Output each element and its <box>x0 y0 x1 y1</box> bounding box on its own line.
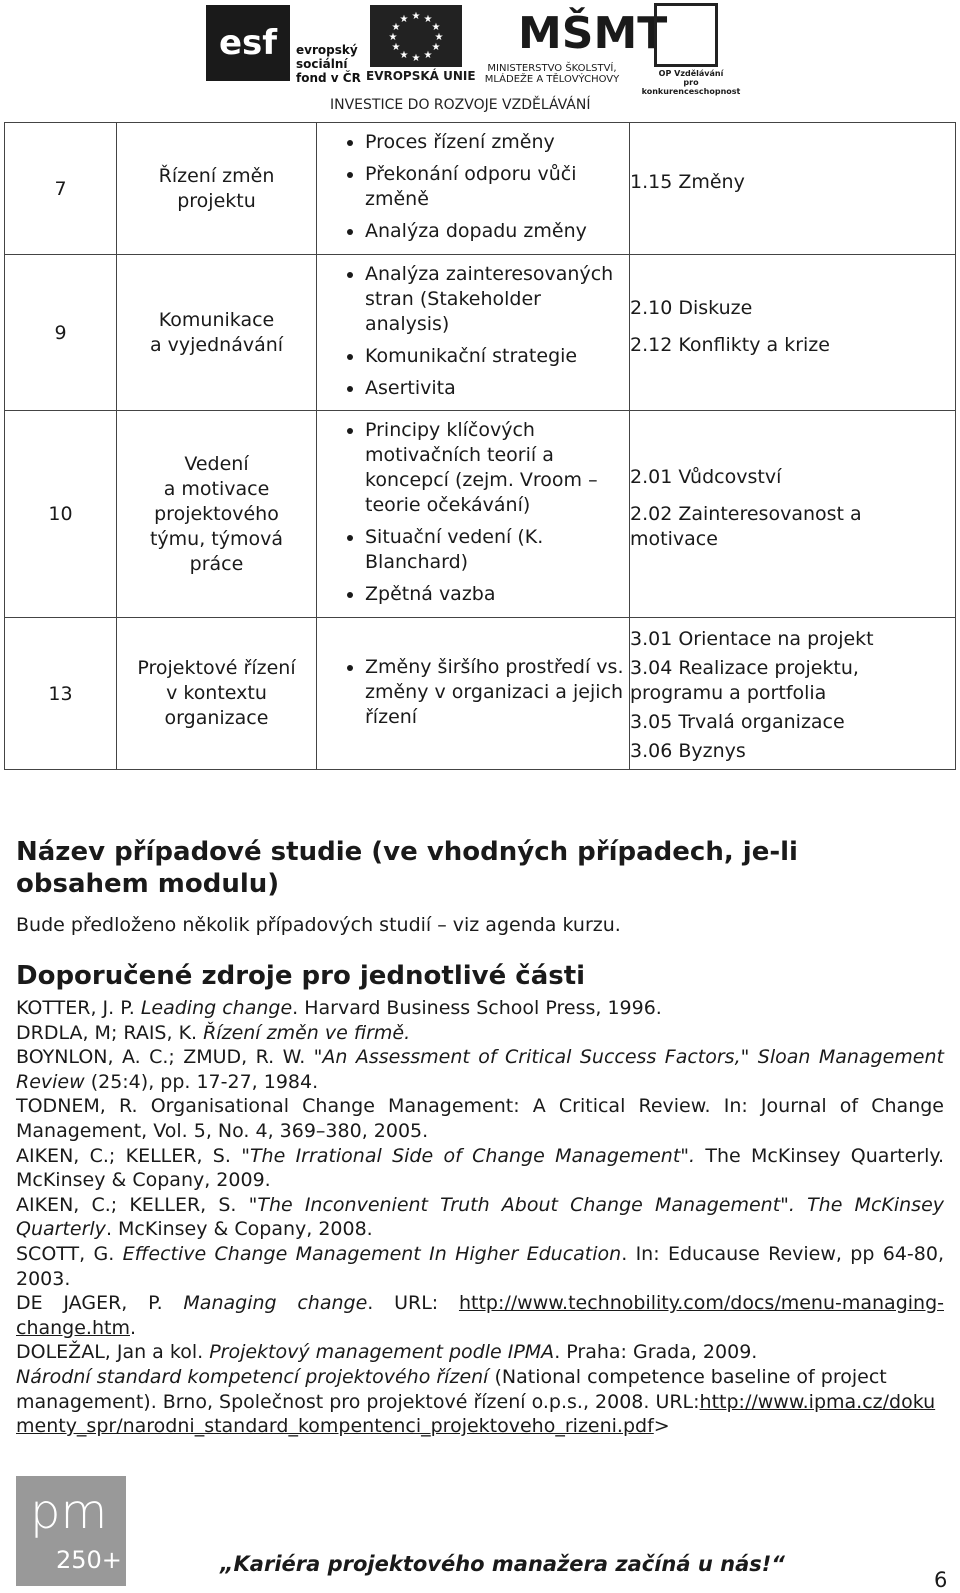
ref-text: . McKinsey & Copany, 2008. <box>105 1218 373 1241</box>
topic-line: práce <box>189 552 244 575</box>
topic-line: a motivace <box>163 477 270 500</box>
eu-label: EVROPSKÁ UNIE <box>366 69 476 83</box>
svg-text:★: ★ <box>399 14 409 25</box>
esf-text <box>296 43 361 85</box>
op-logo-icon <box>654 3 718 67</box>
topic-line: v kontextu <box>166 682 267 704</box>
reference-item <box>16 1045 944 1094</box>
ref-text: The McKinsey Quarterly. McKinsey & Copany, 2009. <box>16 1144 944 1192</box>
content-item: • Situační vedení (K. Blanchard) <box>365 525 629 575</box>
case-study-title: Název případové studie (ve vhodných případech, je-li obsahem modulu) <box>16 837 798 899</box>
ref-title: Řízení změn ve firmě. <box>203 1021 411 1044</box>
reference-item <box>16 1193 944 1242</box>
logo-text: pm <box>30 1484 108 1540</box>
msmt-text-line: MLÁDEŽE A TĚLOVÝCHOVY <box>484 74 620 85</box>
pm250-logo <box>16 1476 126 1586</box>
op-text-line: OP Vzdělávání <box>658 69 724 78</box>
ref-text: SCOTT, G. <box>16 1242 123 1265</box>
ref-text: > <box>653 1415 670 1438</box>
svg-text:★: ★ <box>411 11 421 22</box>
svg-text:★: ★ <box>434 32 444 43</box>
content-item: • Analýza dopadu změny <box>365 219 629 244</box>
svg-text:★: ★ <box>391 42 401 53</box>
topic-line: projektu <box>177 189 256 212</box>
table-row <box>5 618 956 770</box>
svg-text:★: ★ <box>411 53 421 64</box>
row-topic <box>117 123 317 255</box>
msmt-text <box>472 63 632 85</box>
table-row <box>5 411 956 618</box>
row-competences <box>630 411 956 618</box>
topic-line: a vyjednávání <box>149 333 284 356</box>
ref-text: (25:4), pp. 17-27, 1984. <box>84 1070 319 1093</box>
ref-text: . Harvard Business School Press, 1996. <box>292 997 662 1019</box>
row-number: 7 <box>5 123 117 255</box>
references-list <box>16 996 944 1439</box>
msmt-text-line: MINISTERSTVO ŠKOLSTVÍ, <box>487 63 617 74</box>
ref-title: "The Inconvenient Truth About Change Management". The McKinsey Quarterly <box>16 1193 944 1241</box>
ref-title: Projektový management podle IPMA <box>209 1341 555 1364</box>
topic-line: Komunikace <box>158 308 275 331</box>
content-item: • Změny širšího prostředí vs. změny v organizaci a jejich řízení <box>365 655 629 730</box>
svg-text:★: ★ <box>423 50 433 61</box>
competence-item: 2.01 Vůdcovství <box>630 465 782 488</box>
row-content <box>317 255 630 411</box>
competence-item: 3.06 Byznys <box>630 740 746 762</box>
table-row <box>5 255 956 411</box>
reference-item <box>16 996 944 1021</box>
ref-title: Národní standard kompetencí projektového řízení <box>16 1365 489 1388</box>
reference-item <box>16 1242 944 1291</box>
case-study-text: Bude předloženo několik případových studií – viz agenda kurzu. <box>16 914 621 936</box>
ref-text: . URL: <box>367 1292 459 1315</box>
ref-text: (National competence baseline of project management). Brno, Společnost pro projektové řízení o.p.s., 2008. URL: <box>16 1365 887 1413</box>
competence-item: 2.02 Zainteresovanost a motivace <box>630 502 862 550</box>
footer-slogan: „Kariéra projektového manažera začíná u nás!“ <box>220 1552 785 1576</box>
ref-text: BOYNLON, A. C.; ZMUD, R. W. <box>16 1046 314 1069</box>
ref-link[interactable]: http://www.technobility.com/docs/menu-managing-change.htm <box>16 1292 944 1339</box>
svg-text:★: ★ <box>399 50 409 61</box>
competence-item: 1.15 Změny <box>630 171 745 193</box>
topic-line: organizace <box>164 707 269 729</box>
ref-title: Managing change <box>183 1292 368 1315</box>
row-number: 10 <box>5 411 117 618</box>
header-logos <box>200 3 760 115</box>
svg-text:★: ★ <box>423 14 433 25</box>
content-item: • Proces řízení změny <box>365 130 629 155</box>
svg-text:★: ★ <box>391 22 401 33</box>
svg-text:★: ★ <box>431 22 441 33</box>
logo-text: 250+ <box>56 1546 122 1574</box>
competence-item: 2.10 Diskuze <box>630 296 753 319</box>
content-item: • Zpětná vazba <box>365 582 629 607</box>
ref-text: DOLEŽAL, Jan a kol. <box>16 1341 210 1364</box>
content-item: • Asertivita <box>365 376 629 401</box>
op-text-line: pro konkurenceschopnost <box>641 78 741 96</box>
competence-item: 3.05 Trvalá organizace <box>630 711 845 733</box>
competence-item: 3.04 Realizace projektu, programu a portfolia <box>630 657 859 704</box>
ref-text: DE JAGER, P. <box>16 1292 184 1315</box>
row-topic <box>117 618 317 770</box>
reference-item <box>16 1094 944 1143</box>
op-text <box>636 69 746 96</box>
ref-text: AIKEN, C.; KELLER, S. <box>16 1193 249 1216</box>
module-table <box>4 122 956 770</box>
eu-flag-icon <box>370 5 462 67</box>
ref-text: KOTTER, J. P. <box>16 997 141 1019</box>
table-row <box>5 123 956 255</box>
topic-line: Projektové řízení <box>137 657 296 679</box>
page-number: 6 <box>934 1568 948 1592</box>
msmt-logo: MŠMT <box>518 8 668 59</box>
reference-item <box>16 1365 944 1439</box>
row-content <box>317 123 630 255</box>
ref-text: TODNEM, R. Organisational Change Management: A Critical Review. In: Journal of Change Management, Vol. 5, No. 4, 369–380, 2005. <box>16 1095 944 1142</box>
ref-text: . Praha: Grada, 2009. <box>554 1341 758 1364</box>
investice-label: INVESTICE DO ROZVOJE VZDĚLÁVÁNÍ <box>330 97 591 113</box>
reference-item <box>16 1144 944 1193</box>
row-content <box>317 411 630 618</box>
competence-item: 2.12 Konflikty a krize <box>630 333 830 356</box>
ref-link[interactable]: http://www.ipma.cz/dokumenty_spr/narodni_standard_kompentenci_projektoveho_rizeni.pdf <box>16 1390 936 1438</box>
reference-item <box>16 1340 944 1365</box>
esf-text-line: sociální <box>296 57 348 71</box>
topic-line: Vedení <box>184 452 249 475</box>
topic-line: projektového <box>154 502 279 525</box>
topic-line: Řízení změn <box>158 164 275 187</box>
reference-item <box>16 1021 944 1046</box>
content-item: • Principy klíčových motivačních teorií a koncepcí (zejm. Vroom – teorie očekávání) <box>365 418 629 518</box>
ref-text: . In: Educause Review, pp 64-80, 2003. <box>16 1242 945 1290</box>
row-number: 9 <box>5 255 117 411</box>
row-topic <box>117 411 317 618</box>
row-number: 13 <box>5 618 117 770</box>
row-topic <box>117 255 317 411</box>
content-item: • Analýza zainteresovaných stran (Stakeholder analysis) <box>365 262 629 337</box>
ref-title: "The Irrational Side of Change Management". <box>241 1144 696 1167</box>
ref-text: AIKEN, C.; KELLER, S. <box>16 1144 242 1167</box>
content-item: • Komunikační strategie <box>365 344 629 369</box>
row-competences <box>630 123 956 255</box>
content-item: • Překonání odporu vůči změně <box>365 162 629 212</box>
row-competences <box>630 255 956 411</box>
ref-title: Effective Change Management In Higher Education <box>122 1242 622 1265</box>
ref-text: . <box>129 1316 137 1339</box>
esf-text-line: evropský <box>296 43 358 57</box>
competence-item: 3.01 Orientace na projekt <box>630 628 874 650</box>
row-competences <box>630 618 956 770</box>
esf-text-line: fond v ČR <box>296 71 361 85</box>
reference-item <box>16 1291 944 1340</box>
ref-title: "An Assessment of Critical Success Factors," Sloan Management Review <box>16 1046 944 1093</box>
ref-title: Leading change <box>140 997 293 1019</box>
svg-text:★: ★ <box>431 42 441 53</box>
svg-text:★: ★ <box>388 32 398 43</box>
topic-line: týmu, týmová <box>149 527 284 550</box>
row-content <box>317 618 630 770</box>
sources-title: Doporučené zdroje pro jednotlivé části <box>16 961 586 991</box>
esf-logo: esf <box>206 5 290 81</box>
ref-text: DRDLA, M; RAIS, K. <box>16 1021 204 1044</box>
